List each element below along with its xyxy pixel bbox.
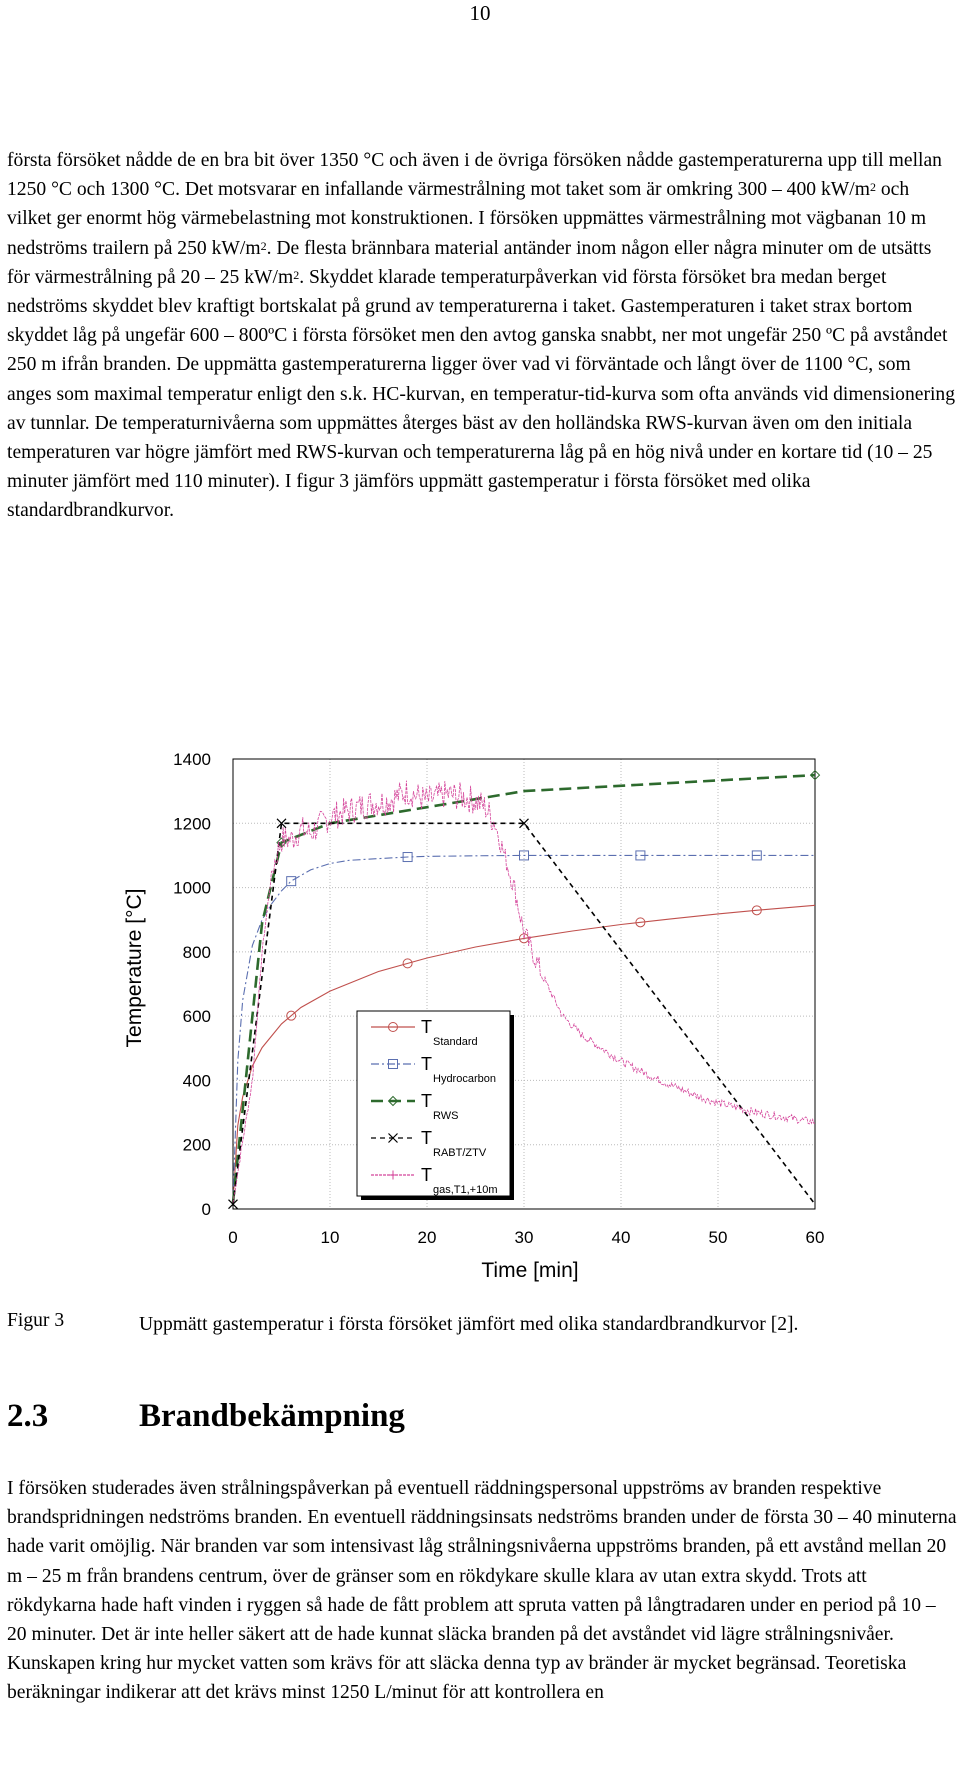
legend-label-gas-t1-10m: T — [421, 1165, 432, 1185]
series-marker-hydrocarbon — [287, 877, 296, 886]
y-tick-label: 1200 — [173, 814, 211, 834]
x-tick-label: 50 — [708, 1228, 728, 1247]
figure-caption-text: Uppmätt gastemperatur i första försöket jämfört med olika standardbrandkurvor [2]. — [139, 1314, 799, 1335]
section-title: Brandbekämpning — [139, 1398, 405, 1434]
y-tick-label: 600 — [182, 1007, 211, 1027]
legend-sub-rws: RWS — [433, 1110, 459, 1122]
x-tick-label: 60 — [805, 1228, 825, 1247]
y-tick-label: 0 — [201, 1200, 211, 1219]
x-axis-label: Time [min] — [481, 1259, 579, 1282]
body-paragraph-2: I försöken studerades även strålningspåverkan på eventuell räddningspersonal uppströms av branden respektive brandspridningen nedströms branden. En eventuell räddningsinsats nedströms branden under de första 30 – 40 minuterna hade varit omöjlig. När branden var som intensivast låg strålningsnivåerna uppströms branden, på ett avstånd mellan 20 m – 25 m från brandens centrum, över de gränser som en rökdykare skulle klara av utan extra skydd. Trots att rökdykarna hade haft vinden i ryggen så hade de fått problem att spruta vatten på långtradaren under en period på 10 – 20 minuter. Det är inte heller säkert att de hade kunnat släcka branden på det avståndet vid lägre strålningsnivåer. Kunskapen kring hur mycket vatten som krävs för att släcka denna typ av bränder är mycket begränsad. Teoretiska beräkningar indikerar att det krävs minst 1250 L/minut för att kontrollera en — [7, 1478, 957, 1704]
legend-label-rabt-ztv: T — [421, 1128, 432, 1148]
legend-sub-gas-t1-10m: gas,T1,+10m — [433, 1184, 498, 1196]
y-tick-label: 800 — [182, 942, 211, 962]
legend-sub-standard: Standard — [433, 1036, 478, 1048]
y-tick-label: 1000 — [173, 878, 211, 898]
x-tick-label: 30 — [514, 1228, 534, 1247]
y-axis-label: Temperature [°C] — [123, 888, 146, 1048]
series-line-rabt-ztv — [233, 823, 815, 1204]
figure-caption-label: Figur 3 — [7, 1310, 65, 1331]
legend-label-hydrocarbon: T — [421, 1054, 432, 1074]
y-tick-label: 200 — [182, 1135, 211, 1155]
x-tick-label: 40 — [611, 1228, 631, 1247]
body-paragraph-1: första försöket nådde de en bra bit över 1350 °C och även i de övriga försöken nådde gastemperaturerna upp till mellan 1250 °C och 1300 °C. Det motsvarar en infallande värmestrålning mot taket som är omkring 300 – 400 $kW/m^2$ och vilket ger enormt hög värmebelastning mot konstruktionen. I försöken uppmättes värmestrålning mot vägbanan 10 m nedströms trailern på 250 $kW/m^2$. De flesta brännbara material antänder inom någon eller några minuter om de utsätts för värmestrålning på 20 – 25 $kW/m^2$. Skyddet klarade temperaturpåverkan vid första försöket bra medan berget nedströms skyddet blev kraftigt bortskalat på grund av temperaturerna i taket. Gastemperaturen i taket strax bortom skyddet låg på ungefär 600 – 800ºC i första försöket men den avtog ganska snabbt, ner mot ungefär 250 ºC på avståndet 250 m ifrån branden. De uppmätta gastemperaturerna ligger över vad vi förväntade och långt över de 1100 °C, som anges som maximal temperatur enligt den s.k. HC-kurvan, en temperatur-tid-kurva som ofta används vid dimensionering av tunnlar. De temperaturnivåerna som uppmättes återges bäst av den holländska RWS-kurvan även om den initiala temperaturen var högre jämfört med RWS-kurvan och temperaturerna låg på en hög nivå under en kortare tid (10 – 25 minuter jämfört med 110 minuter). I figur 3 jämförs uppmätt gastemperatur i första försöket med olika standardbrandkurvor. — [7, 150, 956, 522]
x-tick-label: 20 — [417, 1228, 437, 1247]
legend-sub-hydrocarbon: Hydrocarbon — [433, 1073, 496, 1085]
page-number: 10 — [469, 1, 491, 25]
section-number: 2.3 — [7, 1398, 49, 1434]
section-heading — [7, 1398, 405, 1435]
x-tick-label: 0 — [228, 1228, 238, 1247]
temperature-chart — [0, 730, 960, 1320]
legend-sub-rabt-ztv: RABT/ZTV — [433, 1147, 487, 1159]
x-tick-label: 10 — [320, 1228, 340, 1247]
y-tick-label: 1400 — [173, 750, 211, 769]
series-line-rws — [233, 775, 815, 1203]
y-tick-label: 400 — [182, 1071, 211, 1091]
legend-label-rws: T — [421, 1091, 432, 1111]
figure-3 — [0, 730, 960, 1320]
legend-label-standard: T — [421, 1017, 432, 1037]
